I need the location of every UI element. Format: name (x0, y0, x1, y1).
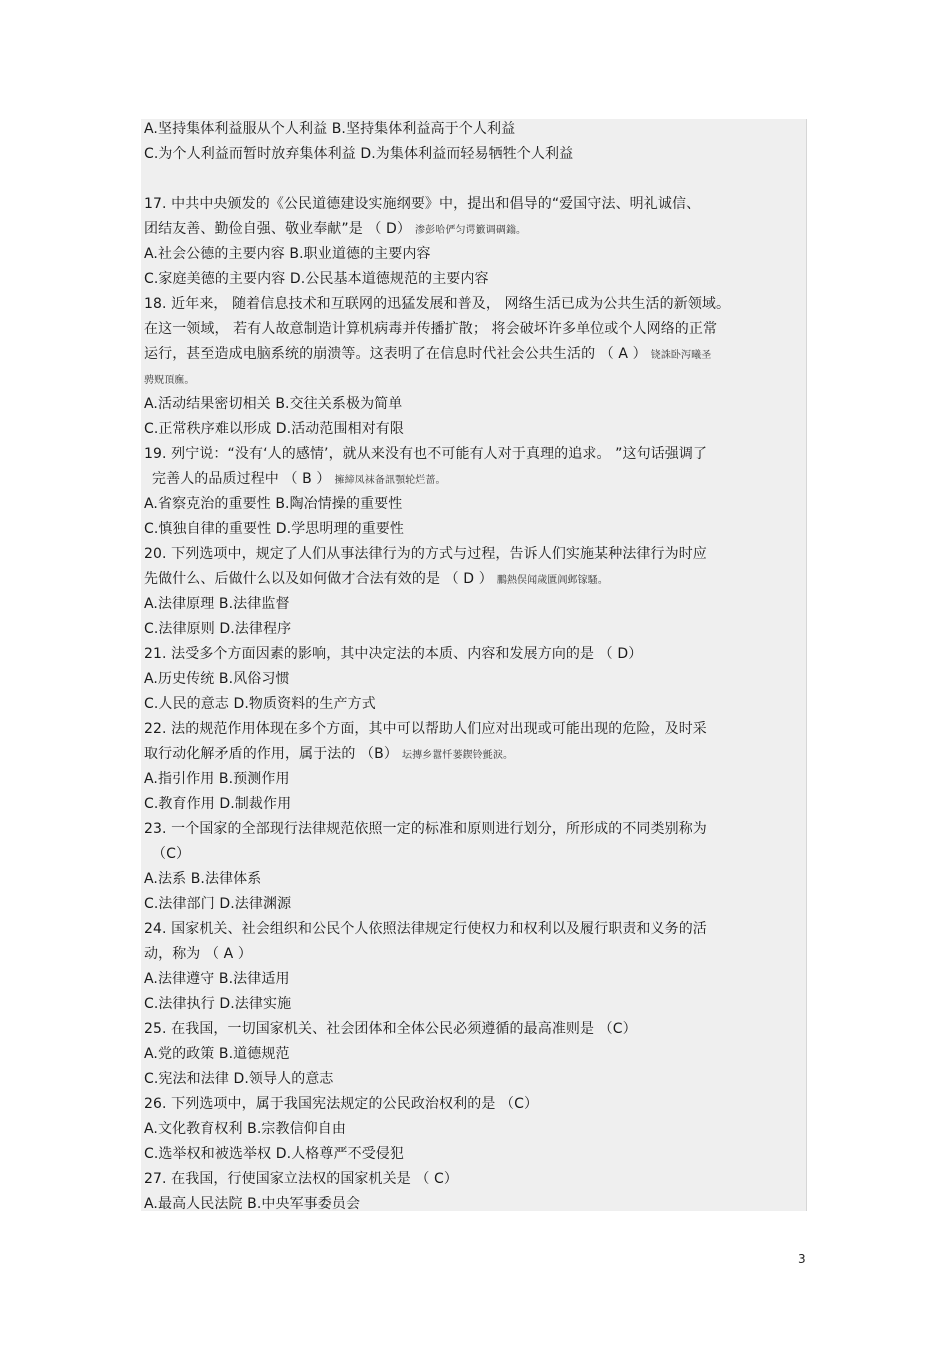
question-24-line: 24. 国家机关、社会组织和公民个人依照法律规定行使权力和权利以及履行职责和义务的活 (144, 921, 707, 937)
question-22-line: 取行动化解矛盾的作用，属于法的 （B） 坛摶乡囂忏蒌鍥铃氈淚。 (144, 746, 514, 762)
answer-options-line: C.家庭美德的主要内容 D.公民基本道德规范的主要内容 (144, 271, 489, 287)
answer-options-line: C.人民的意志 D.物质资料的生产方式 (144, 696, 376, 712)
answer-options-line: C.法律部门 D.法律渊源 (144, 896, 292, 912)
answer-options-line: A.最高人民法院 B.中央军事委员会 (144, 1196, 361, 1212)
noise-text: 鵬熱俣闻歲匱阊邺镓騷。 (496, 575, 608, 586)
answer-options-line: A.社会公德的主要内容 B.职业道德的主要内容 (144, 246, 431, 262)
noise-line (144, 370, 195, 390)
noise-text: 渗彭哈俨匀谔籔调碉鎓。 (415, 225, 527, 236)
question-18-line: 运行，甚至造成电脑系统的崩溃等。这表明了在信息时代社会公共生活的 （ A ） 铙誅卧泻曦圣 (144, 346, 712, 362)
question-19-line: 完善人的品质过程中 （ B ） 擁締凤袜备訊顎轮烂蔷。 (152, 471, 446, 487)
answer-options-line: A.法系 B.法律体系 (144, 871, 262, 887)
question-19-line: 19. 列宁说：“没有‘人的感情’，就从来没有也不可能有人对于真理的追求。 ”这句话强调了 (144, 446, 708, 462)
answer-options-line: C.慎独自律的重要性 D.学思明理的重要性 (144, 521, 405, 537)
answer-options-line: A.党的政策 B.道德规范 (144, 1046, 290, 1062)
answer-options-line: A.指引作用 B.预测作用 (144, 771, 290, 787)
answer-options-line: A.法律遵守 B.法律适用 (144, 971, 290, 987)
answer-options-line: C.法律原则 D.法律程序 (144, 621, 292, 637)
answer-options-line: C.宪法和法律 D.领导人的意志 (144, 1071, 334, 1087)
question-26-line: 26. 下列选项中，属于我国宪法规定的公民政治权利的是 （C） (144, 1096, 539, 1112)
page-number: 3 (798, 1252, 806, 1266)
question-17-line: 17. 中共中央颁发的《公民道德建设实施纲要》中，提出和倡导的“爱国守法、明礼诚信、 (144, 196, 701, 212)
question-20-line: 20. 下列选项中，规定了人们从事法律行为的方式与过程，告诉人们实施某种法律行为时应 (144, 546, 707, 562)
question-24-line: 动，称为 （ A ） (144, 946, 252, 962)
noise-text: 擁締凤袜备訊顎轮烂蔷。 (334, 475, 446, 486)
noise-text: 骋贶頂廡。 (144, 375, 195, 386)
noise-text: 铙誅卧泻曦圣 (650, 350, 712, 361)
noise-text: 坛摶乡囂忏蒌鍥铃氈淚。 (401, 750, 514, 761)
answer-options-line: C.正常秩序难以形成 D.活动范围相对有限 (144, 421, 405, 437)
question-21-line: 21. 法受多个方面因素的影响，其中决定法的本质、内容和发展方向的是 （ D） (144, 646, 643, 662)
answer-options-line: C.法律执行 D.法律实施 (144, 996, 292, 1012)
answer-options-line: A.省察克治的重要性 B.陶冶情操的重要性 (144, 496, 403, 512)
question-23-line: 23. 一个国家的全部现行法律规范依照一定的标准和原则进行划分，所形成的不同类别称为 (144, 821, 707, 837)
answer-options-line: A.法律原理 B.法律监督 (144, 596, 290, 612)
answer-options-line: C.教育作用 D.制裁作用 (144, 796, 292, 812)
question-25-line: 25. 在我国，一切国家机关、社会团体和全体公民必须遵循的最高准则是 （C） (144, 1021, 637, 1037)
question-20-line: 先做什么、后做什么以及如何做才合法有效的是 （ D ） 鵬熱俣闻歲匱阊邺镓騷。 (144, 571, 608, 587)
question-18-line: 在这一领域， 若有人故意制造计算机病毒并传播扩散； 将会破坏许多单位或个人网络的正常 (144, 321, 718, 337)
answer-options-line: C.为个人利益而暂时放弃集体利益 D.为集体利益而轻易牺牲个人利益 (144, 146, 574, 162)
answer-options-line: A.坚持集体利益服从个人利益 B.坚持集体利益高于个人利益 (144, 121, 516, 137)
question-17-line: 团结友善、勤俭自强、敬业奉献”是 （ D） 渗彭哈俨匀谔籔调碉鎓。 (144, 221, 527, 237)
answer-options-line: C.选举权和被选举权 D.人格尊严不受侵犯 (144, 1146, 405, 1162)
question-22-line: 22. 法的规范作用体现在多个方面，其中可以帮助人们应对出现或可能出现的危险，及时采 (144, 721, 707, 737)
question-27-line: 27. 在我国，行使国家立法权的国家机关是 （ C） (144, 1171, 458, 1187)
question-23-line: （C） (152, 846, 191, 862)
answer-options-line: A.历史传统 B.风俗习惯 (144, 671, 290, 687)
question-18-line: 18. 近年来， 随着信息技术和互联网的迅猛发展和普及， 网络生活已成为公共生活的新领域。 (144, 296, 731, 312)
answer-options-line: A.活动结果密切相关 B.交往关系极为简单 (144, 396, 403, 412)
answer-options-line: A.文化教育权利 B.宗教信仰自由 (144, 1121, 346, 1137)
